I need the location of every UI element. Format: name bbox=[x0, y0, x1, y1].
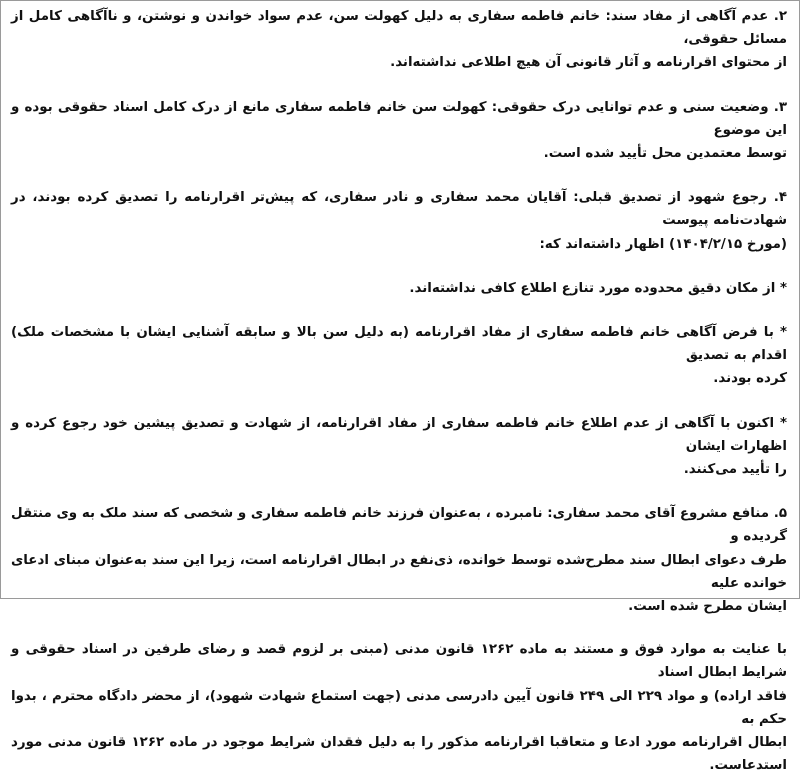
text-line: از محتوای اقرارنامه و آثار قانونی آن هیچ اطلاعی نداشته‌اند. bbox=[390, 55, 787, 71]
text-line: فاقد اراده) و مواد ۲۲۹ الی ۲۴۹ قانون آیین دادرسی مدنی (جهت استماع شهادت شهود)، از محضر دادگاه محترم ، بدوا حکم به bbox=[11, 688, 787, 727]
text-line: با عنایت به موارد فوق و مستند به ماده ۱۲۶۲ قانون مدنی (مبنی بر لزوم قصد و رضای طرفین در اسناد حقوقی و شرایط ابطال اسناد bbox=[11, 642, 788, 681]
text-line: ابطال اقرارنامه مورد ادعا و متعاقبا اقرارنامه مذکور را به دلیل فقدان شرایط موجود در ماده ۱۲۶۲ قانون مدنی مورد استدعاست. bbox=[11, 735, 787, 774]
text-line: ۵. منافع مشروع آقای محمد سفاری: نامبرده ، به‌عنوان فرزند خانم فاطمه سفاری و شخصی که سند ملک به وی منتقل گردیده و bbox=[11, 506, 787, 545]
text-line: ۳. وضعیت سنی و عدم توانایی درک حقوقی: کهولت سن خانم فاطمه سفاری مانع از درک کامل اسناد حقوقی بوده و این موضوع bbox=[11, 99, 787, 138]
paragraph-witness-retraction bbox=[11, 186, 787, 256]
bullet-assumed-awareness bbox=[11, 321, 787, 391]
document-body bbox=[11, 5, 787, 777]
text-line: کرده بودند. bbox=[713, 371, 787, 387]
text-line: (مورخ ۱۴۰۴/۲/۱۵) اظهار داشته‌اند که: bbox=[539, 236, 787, 252]
paragraph-legitimate-interest bbox=[11, 502, 787, 618]
text-line: ایشان مطرح شده است. bbox=[628, 599, 787, 615]
text-line: را تأیید می‌کنند. bbox=[683, 462, 787, 478]
bullet-location-unknown bbox=[11, 277, 787, 300]
text-line: ۴. رجوع شهود از تصدیق قبلی: آقایان محمد سفاری و نادر سفاری، که پیش‌تر اقرارنامه را تصدیق کرده بودند، در شهادت‌نامه پیوست bbox=[11, 190, 787, 229]
text-line: طرف دعوای ابطال سند مطرح‌شده توسط خوانده، ذی‌نفع در ابطال اقرارنامه است، زیرا این سند به‌عنوان مبنای ادعای خوانده علیه bbox=[11, 552, 787, 591]
paragraph-age-condition bbox=[11, 96, 787, 166]
text-line: * با فرض آگاهی خانم فاطمه سفاری از مفاد اقرارنامه (به دلیل سن بالا و سابقه آشنایی ایشان با مشخصات ملک) اقدام به تصدیق bbox=[11, 325, 787, 364]
bullet-retraction-confirmed bbox=[11, 412, 787, 482]
text-line: * اکنون با آگاهی از عدم اطلاع خانم فاطمه سفاری از مفاد اقرارنامه، از شهادت و تصدیق پیشین خود رجوع کرده و اظهارات ایشان bbox=[11, 415, 787, 454]
paragraph-lack-of-awareness bbox=[11, 5, 787, 75]
text-line: * از مکان دقیق محدوده مورد تنازع اطلاع کافی نداشته‌اند. bbox=[409, 280, 787, 296]
paragraph-request bbox=[11, 638, 787, 777]
text-line: توسط معتمدین محل تأیید شده است. bbox=[543, 146, 787, 162]
text-line: ۲. عدم آگاهی از مفاد سند: خانم فاطمه سفاری به دلیل کهولت سن، عدم سواد خواندن و نوشتن، و ناآگاهی کامل از مسائل حقوقی، bbox=[11, 9, 787, 48]
